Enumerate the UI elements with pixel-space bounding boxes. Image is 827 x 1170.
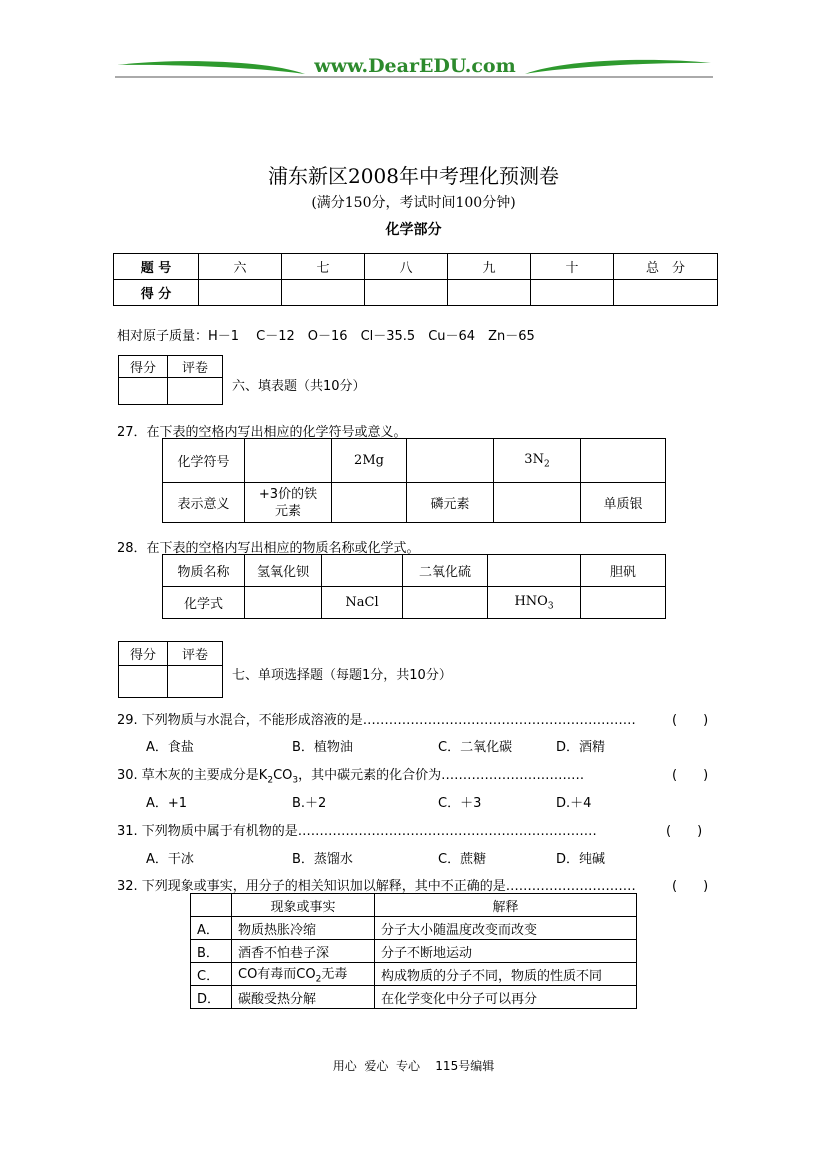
q27-cell: 2Mg xyxy=(332,439,407,483)
q27-cell[interactable] xyxy=(332,483,407,523)
q29-option-d[interactable]: D．酒精 xyxy=(556,740,606,755)
q31-answer-bracket[interactable]: ( ) xyxy=(666,824,703,839)
q28-cell[interactable] xyxy=(322,555,403,587)
score-table-header: 八 xyxy=(365,254,448,280)
q32-fact-sub: 2 xyxy=(315,974,322,985)
q31-option-d[interactable]: D．纯碱 xyxy=(556,852,606,867)
q32-fact xyxy=(232,963,375,986)
q28-cell[interactable] xyxy=(581,587,666,619)
q32-header: 现象或事实 xyxy=(232,894,375,917)
q32-fact: 碳酸受热分解 xyxy=(232,986,375,1009)
q30-text xyxy=(117,764,584,786)
grader-score-label: 得分 xyxy=(119,356,168,378)
q27-table xyxy=(162,438,666,523)
q32-option-label[interactable]: A． xyxy=(191,917,232,940)
q28-cell[interactable] xyxy=(403,587,488,619)
q30-option-d[interactable]: D.＋4 xyxy=(556,796,592,811)
q29-text: 29. 下列物质与水混合，不能形成溶液的是……………………………………………………… xyxy=(117,713,636,728)
q27-text: 27．在下表的空格内写出相应的化学符号或意义。 xyxy=(117,425,407,440)
score-table-header: 七 xyxy=(282,254,365,280)
score-table xyxy=(113,253,718,306)
q28-cell: 氢氧化钡 xyxy=(245,555,322,587)
grader-score-label: 得分 xyxy=(119,642,168,666)
q28-row-label: 物质名称 xyxy=(163,555,245,587)
q27-row-label: 表示意义 xyxy=(163,483,245,523)
q32-option-label[interactable]: D． xyxy=(191,986,232,1009)
grader-box xyxy=(118,355,223,405)
page-subtitle: (满分150分，考试时间100分钟) xyxy=(311,195,516,211)
q32-fact-after: 无毒 xyxy=(321,967,348,983)
score-table-row-label: 得 分 xyxy=(114,280,199,306)
section-title: 化学部分 xyxy=(385,222,442,238)
q29-option-b[interactable]: B．植物油 xyxy=(292,740,353,755)
part6-heading: 六、填表题（共10分） xyxy=(232,379,366,394)
q28-cell[interactable] xyxy=(245,587,322,619)
score-table-header: 题 号 xyxy=(114,254,199,280)
page-footer: 用心 爱心 专心 115号编辑 xyxy=(332,1059,495,1073)
q30-option-b[interactable]: B.＋2 xyxy=(292,796,327,811)
score-cell[interactable] xyxy=(365,280,448,306)
q27-row-label: 化学符号 xyxy=(163,439,245,483)
q27-cell[interactable] xyxy=(245,439,332,483)
q30-sub1: 2 xyxy=(267,775,274,786)
q29-answer-bracket[interactable]: ( ) xyxy=(672,713,709,728)
q32-header xyxy=(191,894,232,917)
q27-cell xyxy=(494,439,581,483)
q30-sub2: 3 xyxy=(292,775,299,786)
q28-cell xyxy=(488,587,581,619)
score-table-header: 十 xyxy=(531,254,614,280)
atomic-masses: 相对原子质量：H－1 C－12 O－16 Cl－35.5 Cu－64 Zn－65 xyxy=(117,329,535,344)
q32-explain: 在化学变化中分子可以再分 xyxy=(375,986,637,1009)
q28-formula: HNO xyxy=(514,593,548,609)
q31-option-b[interactable]: B．蒸馏水 xyxy=(292,852,353,867)
grader-score-cell[interactable] xyxy=(119,666,168,698)
q27-cell: 单质银 xyxy=(581,483,666,523)
q32-text: 32. 下列现象或事实，用分子的相关知识加以解释，其中不正确的是………………………… xyxy=(117,879,636,894)
q29-option-a[interactable]: A．食盐 xyxy=(146,740,194,755)
grader-score-cell[interactable] xyxy=(119,378,168,405)
q32-fact: 酒香不怕巷子深 xyxy=(232,940,375,963)
q28-table xyxy=(162,554,666,619)
q32-answer-bracket[interactable]: ( ) xyxy=(672,879,709,894)
header-banner xyxy=(115,52,713,82)
q32-option-label[interactable]: C． xyxy=(191,963,232,986)
q32-fact: 物质热胀冷缩 xyxy=(232,917,375,940)
grader-reviewer-cell[interactable] xyxy=(168,378,223,405)
q32-explain: 分子不断地运动 xyxy=(375,940,637,963)
q31-option-a[interactable]: A．干冰 xyxy=(146,852,194,867)
score-table-header: 总 分 xyxy=(614,254,718,280)
q32-table xyxy=(190,893,637,1009)
q27-cell[interactable] xyxy=(494,483,581,523)
q30-text-after: ，其中碳元素的化合价为…………………………… xyxy=(298,768,585,783)
score-cell[interactable] xyxy=(614,280,718,306)
q30-answer-bracket[interactable]: ( ) xyxy=(672,768,709,783)
score-cell[interactable] xyxy=(531,280,614,306)
score-cell[interactable] xyxy=(448,280,531,306)
q32-fact-before: CO有毒而CO xyxy=(238,967,316,983)
q32-option-label[interactable]: B． xyxy=(191,940,232,963)
q31-option-c[interactable]: C．蔗糖 xyxy=(438,852,487,867)
q31-text: 31. 下列物质中属于有机物的是…………………………………………………………… xyxy=(117,824,597,839)
q30-mid: CO xyxy=(273,768,293,783)
q28-cell: 胆矾 xyxy=(581,555,666,587)
q28-formula-sub: 3 xyxy=(547,601,554,612)
grader-reviewer-label: 评卷 xyxy=(168,642,223,666)
score-table-header: 六 xyxy=(199,254,282,280)
page-title: 浦东新区2008年中考理化预测卷 xyxy=(268,164,559,188)
score-cell[interactable] xyxy=(282,280,365,306)
q28-row-label: 化学式 xyxy=(163,587,245,619)
q28-cell[interactable] xyxy=(488,555,581,587)
part7-heading: 七、单项选择题（每题1分，共10分） xyxy=(232,668,452,683)
score-table-header: 九 xyxy=(448,254,531,280)
grader-box xyxy=(118,641,223,698)
q28-cell: NaCl xyxy=(322,587,403,619)
q32-header: 解释 xyxy=(375,894,637,917)
q27-cell: +3价的铁元素 xyxy=(245,483,332,523)
q28-text: 28．在下表的空格内写出相应的物质名称或化学式。 xyxy=(117,541,420,556)
grader-reviewer-label: 评卷 xyxy=(168,356,223,378)
q32-explain: 分子大小随温度改变而改变 xyxy=(375,917,637,940)
q27-cell[interactable] xyxy=(581,439,666,483)
q29-option-c[interactable]: C．二氧化碳 xyxy=(438,740,513,755)
q27-cell: 磷元素 xyxy=(407,483,494,523)
q28-cell: 二氧化硫 xyxy=(403,555,488,587)
q30-option-c[interactable]: C．＋3 xyxy=(438,796,482,811)
q30-option-a[interactable]: A．+1 xyxy=(146,796,188,811)
score-cell[interactable] xyxy=(199,280,282,306)
q27-formula: 3N xyxy=(524,451,544,467)
q30-text-before: 30. 草木灰的主要成分是K xyxy=(117,768,268,783)
header-logo-text: www.DearEDU.com xyxy=(314,55,516,77)
q32-explain: 构成物质的分子不同，物质的性质不同 xyxy=(375,963,637,986)
q27-formula-sub: 2 xyxy=(543,459,550,470)
grader-reviewer-cell[interactable] xyxy=(168,666,223,698)
q27-cell[interactable] xyxy=(407,439,494,483)
